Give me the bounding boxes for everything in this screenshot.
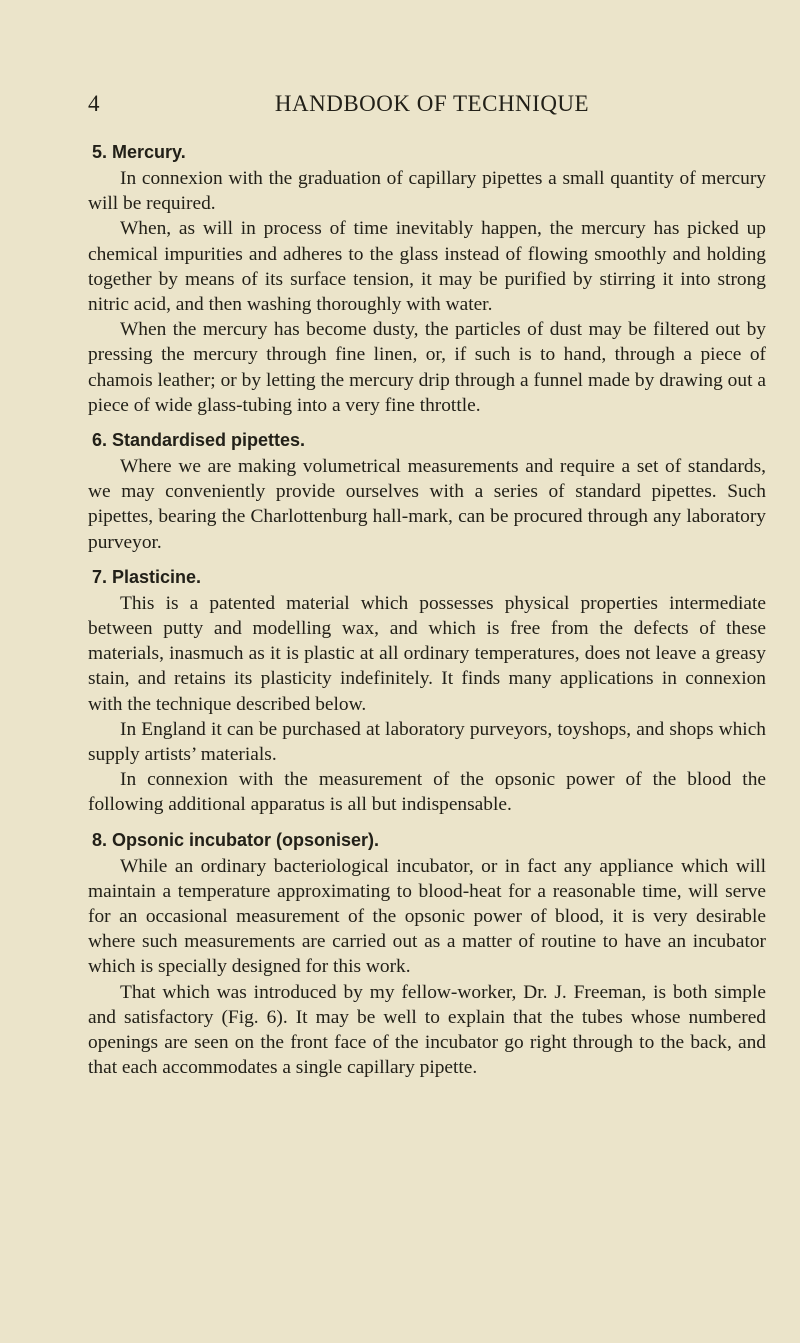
section-heading: 7. Plasticine. — [92, 566, 202, 587]
section-heading: 5. Mercury. — [92, 142, 186, 162]
page-number: 4 — [88, 91, 100, 116]
paragraph: That which was introduced by my fellow-worker, Dr. J. Freeman, is both simple and satisfactory (Fig. 6). It may be well to explain that the tubes whose numbered openings are seen on the front face of the incubator go right through to the back, and that each accommodates a single capillary pipette. — [88, 981, 766, 1079]
paragraph: When, as will in process of time inevitably happen, the mercury has picked up chemical impurities and adheres to the glass instead of flowing smoothly and holding together by means of its surface tension, it may be purified by stirring it into strong nitric acid, and then washing thoroughly with water. — [88, 218, 766, 316]
paragraph: In connexion with the graduation of capillary pipettes a small quantity of mercury will be required. — [88, 168, 766, 215]
paragraph: Where we are making volumetrical measurements and require a set of standards, we may conveniently provide ourselves with a series of standard pipettes. Such pipettes, bearing the Charlottenburg hall-mark, can be procured through any laboratory purveyor. — [88, 456, 766, 553]
section-plasticine — [88, 565, 766, 818]
section-heading: 6. Standardised pipettes. — [92, 430, 306, 451]
paragraph: When the mercury has become dusty, the particles of dust may be filtered out by pressing the mercury through fine linen, or, if such is to hand, through a piece of chamois leather; or by letting the mercury drip through a funnel made by drawing out a piece of wide glass-tubing into a very fine throttle. — [88, 319, 766, 416]
section-heading: 8. Opsonic incubator (opsoniser). — [92, 829, 380, 850]
paragraph: While an ordinary bacteriological incubator, or in fact any appliance which will maintain a temperature approximating to blood-heat for a reasonable time, will serve for an occasional measurement of the opsonic power of blood, it is very desirable where such measurements are carried out as a matter of routine to have an incubator which is specially designed for this work. — [88, 855, 766, 978]
section-opsonic-incubator — [88, 828, 766, 1081]
paragraph: In England it can be purchased at laboratory purveyors, toyshops, and shops which supply artists’ materials. — [88, 718, 766, 766]
page-body — [88, 140, 766, 1081]
running-title: HANDBOOK OF TECHNIQUE — [274, 91, 590, 116]
running-head — [88, 91, 766, 123]
paragraph: In connexion with the measurement of the opsonic power of the blood the following additional apparatus is all but indispensable. — [88, 769, 766, 816]
section-mercury — [88, 140, 766, 418]
section-standardised-pipettes — [88, 428, 766, 555]
paragraph: This is a patented material which possesses physical properties intermediate between putty and modelling wax, and which is free from the defects of these materials, inasmuch as it is plastic at all ordinary temperatures, does not leave a greasy stain, and retains its plasticity indefinitely. It finds many applications in connexion with the technique described below. — [88, 592, 766, 715]
